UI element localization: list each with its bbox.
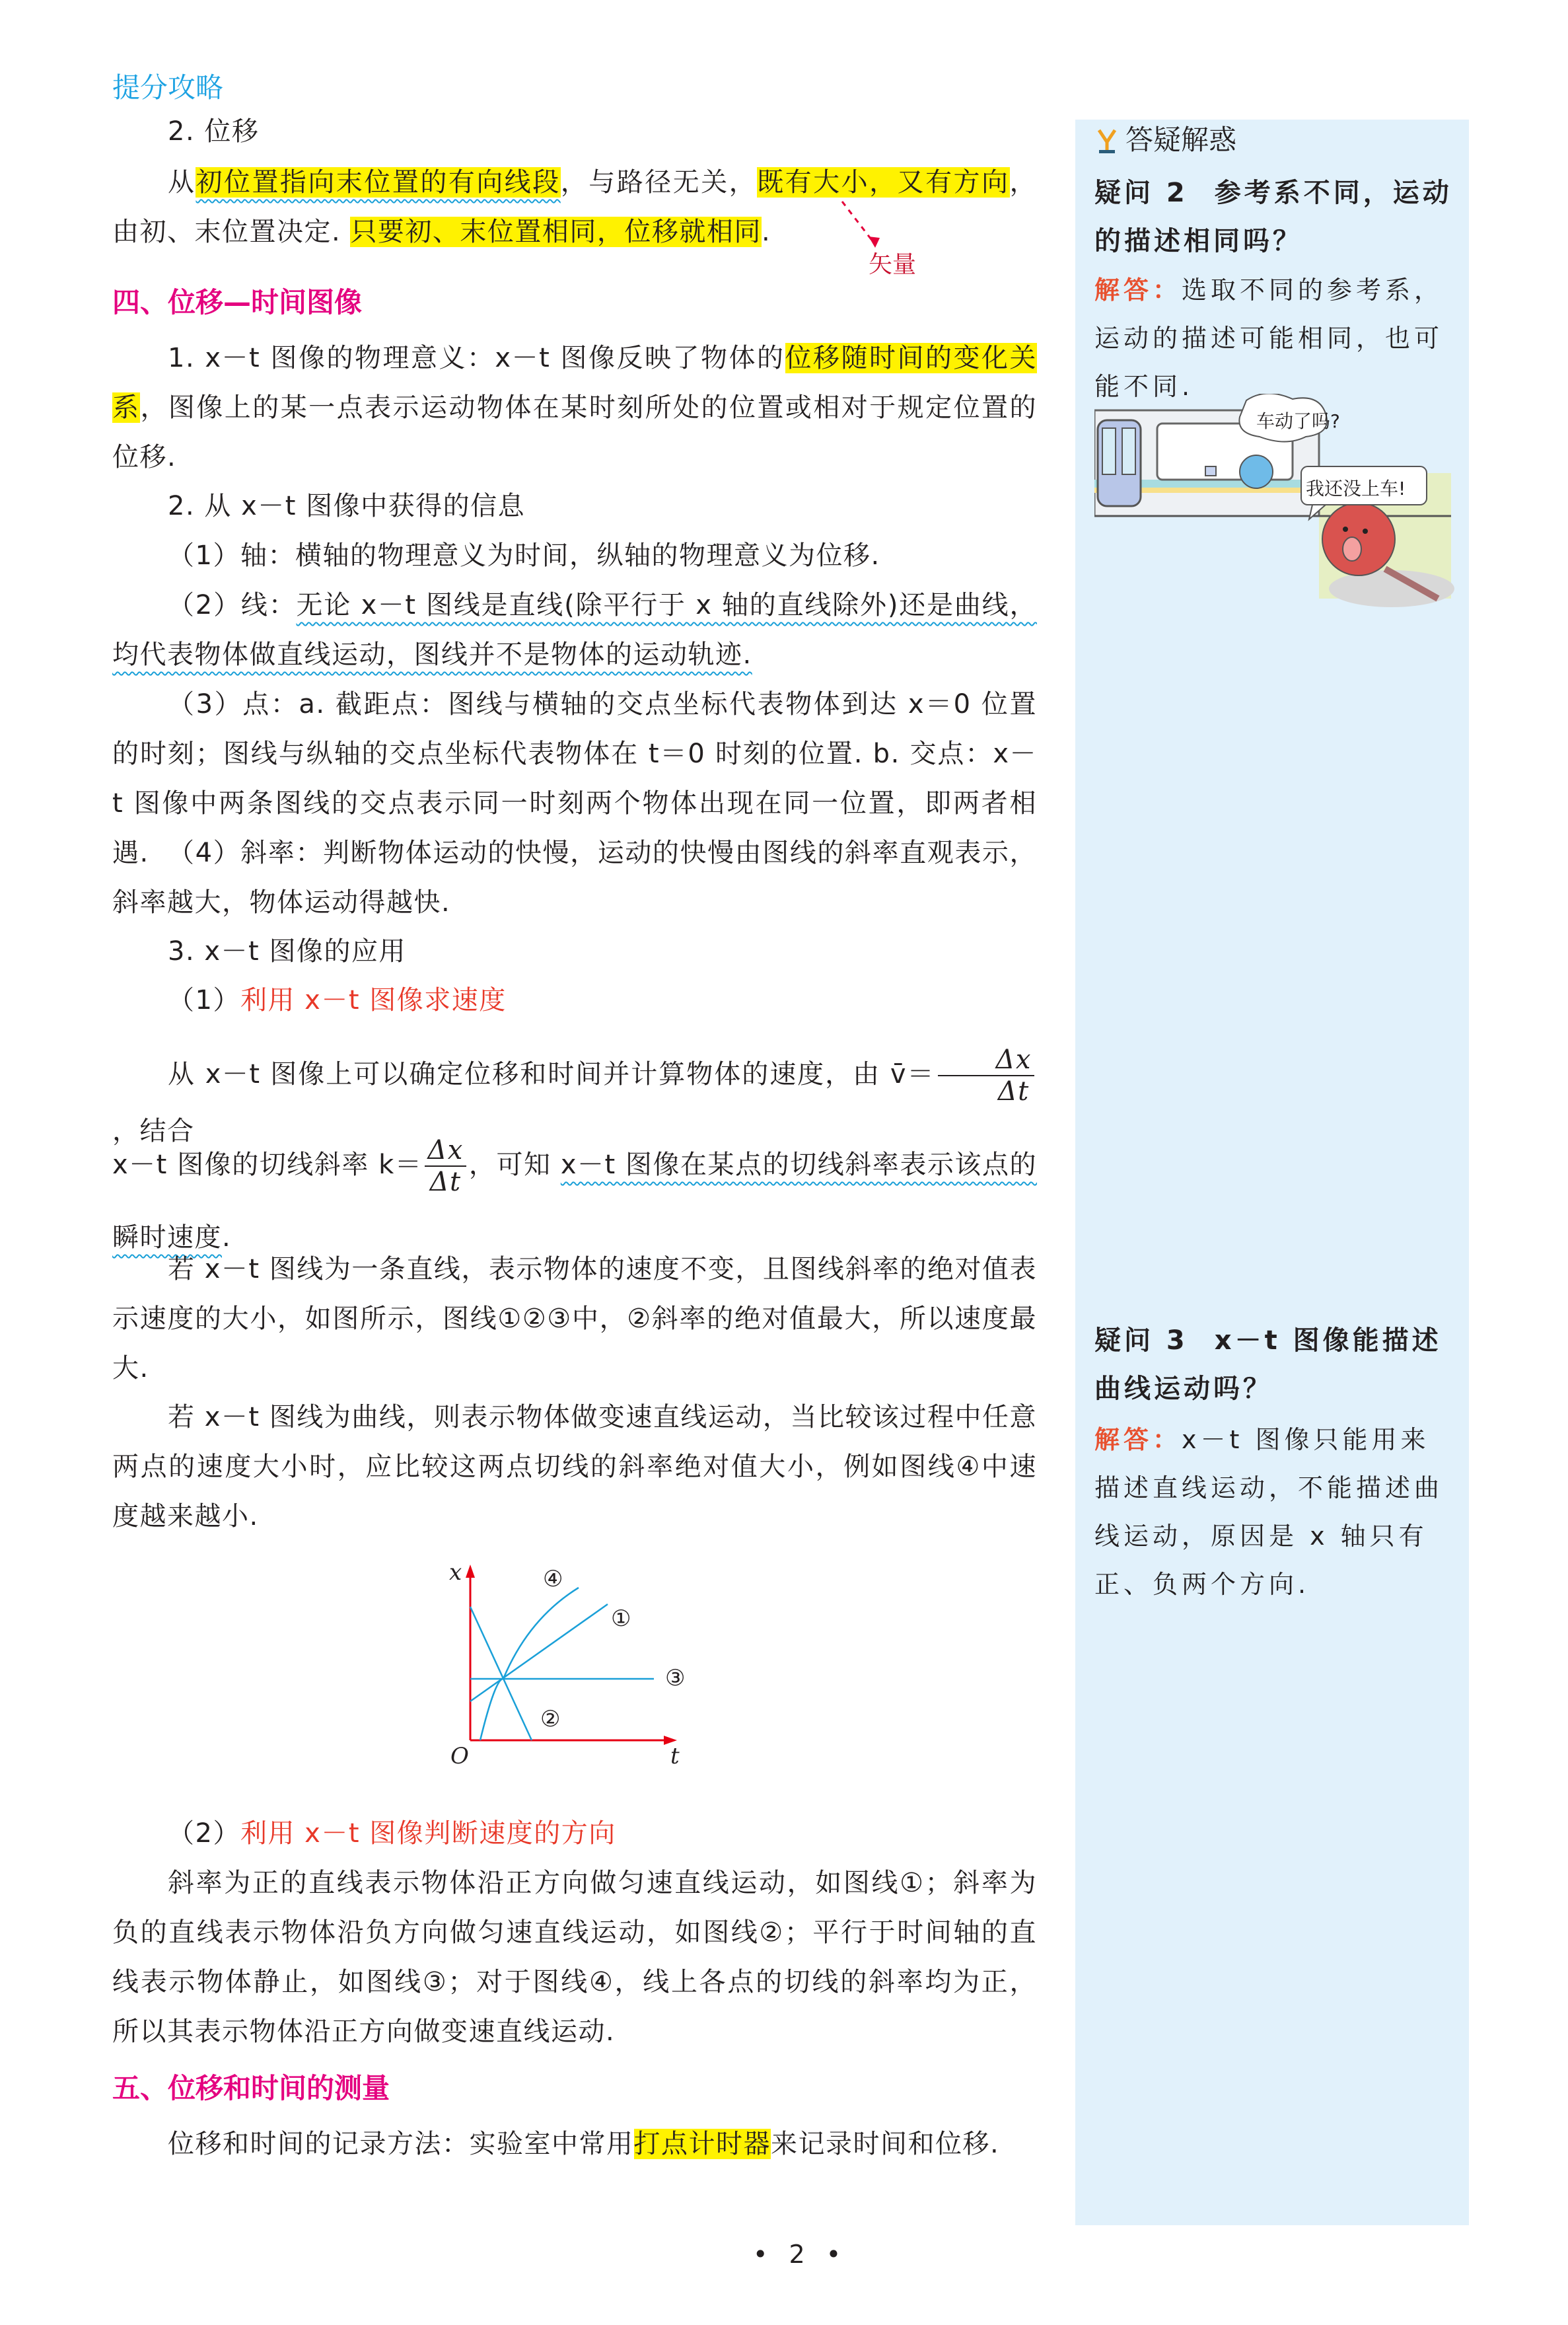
curve-label-3: ③: [665, 1665, 686, 1691]
speech-bubble-2: 我还没上车!: [1306, 478, 1406, 499]
paragraph-direction: 斜率为正的直线表示物体沿正方向做匀速直线运动，如图线①；斜率为负的直线表示物体沿负方向做匀速直线运动，如图线②；平行于时间轴的直线表示物体静止，如图线③；对于图线④，线上各点的切线的斜率均为正，所以其表示物体沿正方向做变速直线运动.: [112, 1868, 1037, 2047]
subheading-application: 3. x－t 图像的应用: [168, 936, 406, 967]
answer-label: 解答：: [1094, 276, 1182, 305]
text: （1）: [168, 985, 240, 1015]
numerator: Δx: [938, 1045, 1034, 1076]
text: 1. x－t 图像的物理意义：x－t 图像反映了物体的: [168, 343, 785, 373]
subheading-direction: [112, 1809, 1037, 1859]
xt-graph: [436, 1559, 713, 1784]
subheading-velocity: [112, 976, 1037, 1025]
paragraph-line: [112, 581, 1037, 680]
annotation-arrow-icon: [839, 198, 892, 251]
antenna-icon: [1094, 126, 1120, 156]
text: x－t 图像的切线斜率 k＝: [112, 1150, 423, 1180]
answer-2: [1094, 266, 1454, 411]
paragraph-point: （3）点：a. 截距点：图线与横轴的交点坐标代表物体到达 x＝0 位置的时刻；图线与纵轴的交点坐标代表物体在 t＝0 时刻的位置. b. 交点：x－t 图像中两条图线的交点表示同一时刻两个物体出现在同一位置，即两者相遇.: [112, 689, 1037, 868]
text: 来记录时间和位移.: [771, 2129, 1000, 2159]
text: ，结合: [112, 1116, 195, 1146]
text: 从 x－t 图像上可以确定位移和时间并计算物体的速度，由 v̄＝: [168, 1059, 935, 1089]
text: 位移和时间的记录方法：实验室中常用: [168, 2129, 634, 2159]
highlight: 打点计时器: [633, 2129, 771, 2159]
paragraph-xt-meaning: [112, 334, 1037, 482]
wavy-emphasis: x－t 图像在某点的切线斜率表示该点的瞬时速度: [112, 1150, 1038, 1253]
heading-section-4: 四、位移—时间图像: [112, 286, 363, 318]
text: .: [222, 1222, 232, 1253]
numerator: Δx: [425, 1135, 466, 1167]
curve-label-4: ④: [543, 1566, 563, 1592]
text: （2）: [168, 1818, 240, 1849]
paragraph-axis: （1）轴：横轴的物理意义为时间，纵轴的物理意义为位移.: [168, 540, 880, 571]
curve-label-1: ①: [611, 1605, 631, 1632]
subheading-info: 2. 从 x－t 图像中获得的信息: [168, 491, 526, 521]
answer-text: x－t 图像只能用来描述直线运动，不能描述曲线运动，原因是 x 轴只有正、负两个方向.: [1094, 1425, 1444, 1599]
sidebar-qa: [1075, 120, 1469, 2225]
curve-label-2: ②: [540, 1706, 561, 1732]
sidebar-title: 答疑解惑: [1125, 124, 1237, 156]
question-text: x－t 图像能描述曲线运动吗？: [1094, 1325, 1442, 1404]
question-text: 参考系不同，运动的描述相同吗？: [1094, 178, 1452, 256]
paragraph-displacement-definition: [112, 158, 1037, 257]
line-2: [470, 1607, 532, 1740]
text: （2）线：: [168, 590, 297, 620]
annotation-vector: 矢量: [869, 251, 917, 278]
question-3: [1094, 1317, 1454, 1413]
paragraph-straight-line: 若 x－t 图线为一条直线，表示物体的速度不变，且图线斜率的绝对值表示速度的大小，如图所示，图线①②③中，②斜率的绝对值最大，所以速度最大.: [112, 1254, 1037, 1384]
text: 从: [168, 167, 196, 198]
wavy-emphasis: 无论 x－t 图线是直线(除平行于 x 轴的直线除外)还是曲线，均代表物体做直线运动，图线并不是物体的运动轨迹.: [112, 590, 1037, 670]
red-label: 利用 x－t 图像求速度: [240, 985, 507, 1015]
y-axis-label: x: [449, 1559, 462, 1586]
question-2: [1094, 169, 1454, 266]
text: ，可知: [468, 1150, 561, 1180]
highlight: 初位置指向末位置的有向线段: [196, 167, 561, 198]
denominator: Δt: [429, 1167, 462, 1197]
subheading-displacement: 2. 位移: [168, 116, 260, 147]
highlight: 既有大小，又有方向: [757, 167, 1010, 198]
highlight: 只要初、末位置相同，位移就相同: [350, 217, 762, 247]
question-label: 疑问 2: [1094, 178, 1188, 208]
answer-label: 解答：: [1094, 1425, 1182, 1454]
paragraph-curve: 若 x－t 图线为曲线，则表示物体做变速直线运动，当比较该过程中任意两点的速度大小时，应比较这两点切线的斜率绝对值大小，例如图线④中速度越来越小.: [112, 1402, 1037, 1532]
text: ，由初、末位置决定.: [112, 167, 1038, 247]
red-label: 利用 x－t 图像判断速度的方向: [240, 1818, 616, 1849]
fraction: [425, 1135, 466, 1197]
speech-bubble-1: 车动了吗?: [1256, 410, 1340, 432]
denominator: Δt: [997, 1076, 1030, 1107]
origin-label: O: [450, 1743, 469, 1769]
answer-text: 选取不同的参考系，运动的描述可能相同，也可能不同.: [1094, 276, 1444, 401]
question-label: 疑问 3: [1094, 1325, 1188, 1356]
paragraph-measurement: [112, 2120, 1037, 2169]
text: .: [761, 217, 771, 247]
heading-section-5: 五、位移和时间的测量: [112, 2072, 390, 2104]
cartoon-illustration: [1094, 394, 1454, 638]
text: ，与路径无关，: [560, 167, 758, 198]
section-label: 提分攻略: [112, 71, 224, 104]
text: ，图像上的某一点表示运动物体在某时刻所处的位置或相对于规定位置的位移.: [112, 392, 1037, 472]
highlight: 位移随时间的变化关系: [112, 343, 1037, 423]
x-axis-label: t: [670, 1743, 680, 1769]
fraction: [938, 1045, 1034, 1107]
page-number: • 2 •: [753, 2240, 848, 2269]
y-axis-arrow-icon: [466, 1565, 475, 1578]
curve-4: [480, 1588, 579, 1740]
paragraph-slope: （4）斜率：判断物体运动的快慢，运动的快慢由图线的斜率直观表示，斜率越大，物体运动得越快.: [112, 838, 1037, 918]
answer-3: [1094, 1416, 1454, 1609]
